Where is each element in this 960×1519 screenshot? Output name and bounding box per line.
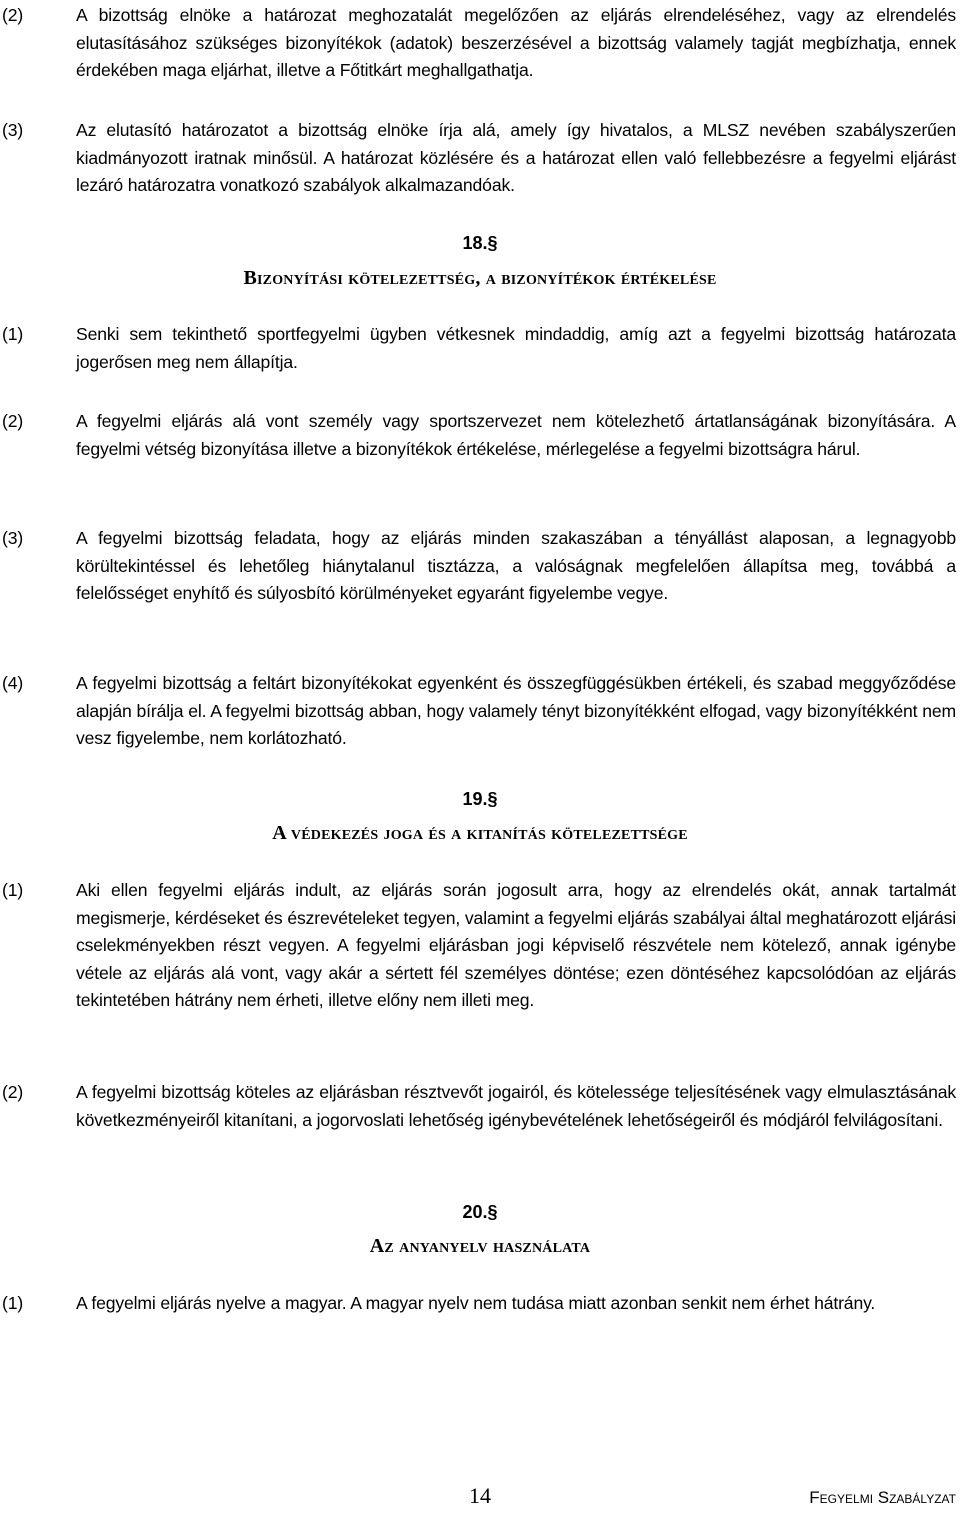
section-20-paragraph-1 [0, 1290, 956, 1318]
section-19-title: A védekezés joga és a kitanítás kötelezettsége [272, 822, 688, 844]
paragraph-number: (1) [2, 1293, 24, 1313]
paragraph-number: (3) [2, 528, 24, 548]
section-20-number: 20.§ [462, 1202, 498, 1222]
page-number: 14 [469, 1483, 491, 1508]
paragraph-3 [0, 117, 956, 200]
section-19-paragraph-2 [0, 1079, 956, 1134]
section-18-number: 18.§ [462, 233, 498, 253]
section-19-number: 19.§ [462, 789, 498, 809]
section-18-title: Bizonyítási kötelezettség, a bizonyítékok értékelése [243, 267, 717, 289]
paragraph-text: A fegyelmi bizottság köteles az eljárásban résztvevőt jogairól, és kötelessége teljesítésének vagy elmulasztásának következményeiről kitanítani, a jogorvoslati lehetőség igénybevételének lehetőségeiről és módjáról felvilágosítani. [76, 1082, 956, 1130]
paragraph-number: (1) [2, 880, 24, 900]
paragraph-text: A fegyelmi eljárás alá vont személy vagy sportszervezet nem kötelezhető ártatlanságának bizonyítására. A fegyelmi vétség bizonyítása illetve a bizonyítékok értékelése, mérlegelése a fegyelmi bizottságra hárul. [76, 411, 956, 459]
paragraph-number: (2) [2, 411, 24, 431]
section-20-title: Az anyanyelv használata [369, 1235, 591, 1257]
paragraph-text: A fegyelmi eljárás nyelve a magyar. A magyar nyelv nem tudása miatt azonban senkit nem érhet hátrány. [76, 1293, 876, 1313]
document-title: Fegyelmi Szabályzat [809, 1488, 956, 1507]
paragraph-number: (2) [2, 5, 24, 25]
section-18-paragraph-3 [0, 525, 956, 608]
section-19-paragraph-1 [0, 877, 956, 1015]
section-18-paragraph-1 [0, 321, 956, 376]
paragraph-number: (3) [2, 120, 24, 140]
section-18-paragraph-2 [0, 408, 956, 463]
paragraph-text: A fegyelmi bizottság a feltárt bizonyítékokat egyenként és összegfüggésükben értékeli, és szabad meggyőződése alapján bírálja el. A fegyelmi bizottság abban, hogy valamely tényt bizonyítékként elfogad, vagy bizonyítékként nem vesz figyelembe, nem korlátozható. [76, 673, 956, 749]
paragraph-text: Senki sem tekinthető sportfegyelmi ügyben vétkesnek mindaddig, amíg azt a fegyelmi bizottság határozata jogerősen meg nem állapítja. [76, 324, 956, 372]
paragraph-text: A bizottság elnöke a határozat meghozatalát megelőzően az eljárás elrendeléséhez, vagy az elrendelés elutasításához szükséges bizonyítékok (adatok) beszerzésével a bizottság valamely tagját megbízhatja, ennek érdekében maga eljárhat, illetve a Főtitkárt meghallgathatja. [76, 5, 956, 81]
section-18-paragraph-4 [0, 670, 956, 753]
paragraph-number: (4) [2, 673, 24, 693]
paragraph-number: (2) [2, 1082, 24, 1102]
paragraph-text: A fegyelmi bizottság feladata, hogy az eljárás minden szakaszában a tényállást alaposan, a legnagyobb körültekintéssel és lehetőleg hiánytalanul tisztázza, a valóságnak megfelelően állapítsa meg, továbbá a felelősséget enyhítő és súlyosbító körülményeket egyaránt figyelembe vegye. [76, 528, 956, 604]
paragraph-text: Az elutasító határozatot a bizottság elnöke írja alá, amely így hivatalos, a MLSZ nevében szabályszerűen kiadmányozott iratnak minősül. A határozat közlésére és a határozat ellen való fellebbezésre a fegyelmi eljárást lezáró határozatra vonatkozó szabályok alkalmazandóak. [76, 120, 956, 196]
paragraph-text: Aki ellen fegyelmi eljárás indult, az eljárás során jogosult arra, hogy az elrendelés okát, annak tartalmát megismerje, kérdéseket és észrevételeket tegyen, valamint a fegyelmi eljárás szabályai által meghatározott eljárási cselekményekben részt vegyen. A fegyelmi eljárásban jogi képviselő részvétele nem kötelező, annak igénybe vétele az eljárás alá vont, vagy akár a sértett fél személyes döntése; ezen döntéséhez kapcsolódóan az eljárás tekintetében hátrány nem érheti, illetve előny nem illeti meg. [76, 880, 956, 1011]
paragraph-2 [0, 2, 956, 85]
paragraph-number: (1) [2, 324, 24, 344]
